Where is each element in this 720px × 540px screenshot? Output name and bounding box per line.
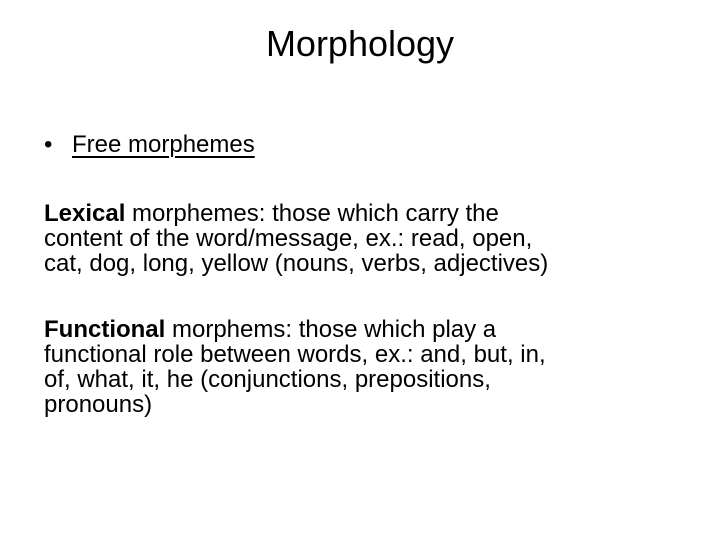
paragraph-line: content of the word/message, ex.: read, open, [44,225,533,252]
paragraph-line: functional role between words, ex.: and, but, in, [44,341,546,368]
paragraph-text: morphemes: those which carry the [125,200,499,227]
paragraph-line: cat, dog, long, yellow (nouns, verbs, adjectives) [44,250,549,277]
paragraph-line [44,200,720,227]
bullet-marker: • [44,131,53,158]
paragraph-functional [44,317,720,417]
paragraph-line: of, what, it, he (conjunctions, prepositions, [44,366,491,393]
paragraph-line [44,316,720,343]
term-functional: Functional [44,316,166,343]
paragraph-line: pronouns) [44,391,153,418]
paragraph-lexical [44,201,720,276]
bullet-item [44,128,255,162]
paragraph-text: morphems: those which play a [165,316,497,343]
bullet-text-free-morphemes: Free morphemes [72,131,255,158]
term-lexical: Lexical [44,200,126,227]
slide-title: Morphology [265,23,455,64]
